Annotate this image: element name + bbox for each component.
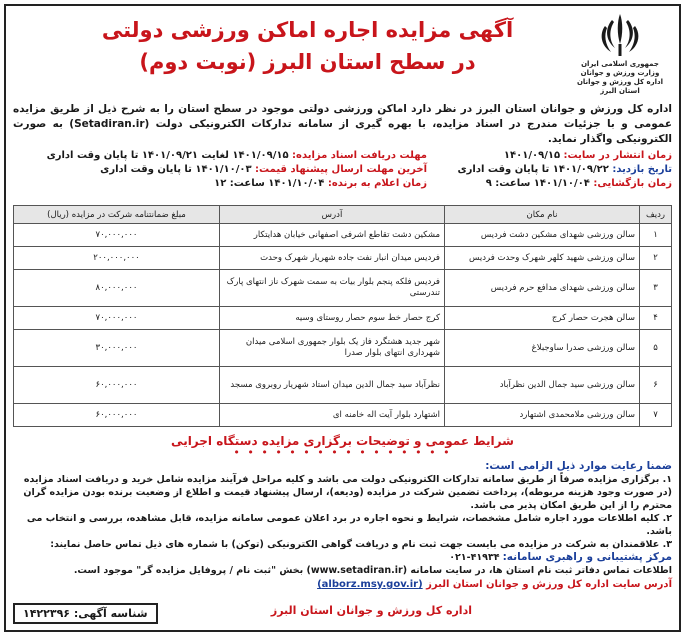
condition-item-1: ۱. برگزاری مزایده صرفاً از طریق سامانه تدارکات الکترونیکی دولت می باشد و کلیه مراحل فرآیند مزایده شامل خرید و دریافت اسناد مزایده (در صورت وجود هزینه مربوطه)، پرداخت تضمین شرکت در مزایده (ودیعه)، ارسال پیشنهاد قیمت و اطلاع از وضعیت برنده بودن مزایده گران محترم را از این طریق امکان پذیر می باشد. — [23, 474, 672, 511]
visit-value: ۱۴۰۱/۰۹/۲۲ تا پایان وقت اداری — [457, 164, 609, 175]
announce-date — [214, 177, 427, 190]
footer-org: اداره کل ورزش و جوانان استان البرز — [270, 604, 472, 617]
table-row — [14, 247, 672, 270]
cell-index: ۲ — [640, 247, 672, 270]
cell-amount: ۲۰۰,۰۰۰,۰۰۰ — [14, 247, 220, 270]
deadline-value: ۱۴۰۱/۱۰/۰۳ تا پایان وقت اداری — [100, 164, 252, 175]
opening-value: ۱۴۰۱/۱۰/۰۴ ساعت: ۹ — [485, 178, 590, 189]
cell-index: ۷ — [640, 404, 672, 427]
publish-value: ۱۴۰۱/۰۹/۱۵ — [503, 150, 561, 161]
cell-address: نظرآباد سید جمال الدین میدان استاد شهریار روبروی مسجد — [220, 367, 445, 404]
cell-name: سالن ورزشی شهدای مدافع حرم فردیس — [445, 270, 640, 307]
cell-name: سالن ورزشی شهید کلهر شهرک وحدت فردیس — [445, 247, 640, 270]
title-line-1: آگهی مزایده اجاره اماکن ورزشی دولتی — [101, 18, 514, 42]
cell-address: کرج حصار خط سوم حصار روستای وسیه — [220, 307, 445, 330]
cell-name: سالن ورزشی ملامحمدی اشتهارد — [445, 404, 640, 427]
iran-emblem-icon — [597, 10, 643, 60]
cell-index: ۶ — [640, 367, 672, 404]
cell-amount: ۷۰,۰۰۰,۰۰۰ — [14, 307, 220, 330]
org-line-3: اداره کل ورزش و جوانان استان البرز — [576, 78, 664, 95]
condition-item-2: ۲. کلیه اطلاعات مورد اجاره شامل مشخصات، شرایط و نحوه اجاره در برد اعلان عمومی سامانه مزایده، قابل مشاهده، بررسی و انتخاب می باشد. — [26, 513, 672, 537]
cell-address: شهر جدید هشتگرد فاز یک بلوار جمهوری اسلامی میدان شهرداری انتهای بلوار صدرا — [220, 330, 445, 367]
header-index: ردیف — [640, 206, 672, 224]
visit-date — [457, 163, 672, 176]
emblem-block — [572, 10, 668, 96]
site-line — [13, 578, 672, 591]
table-header-row — [14, 206, 672, 224]
announce-label: زمان اعلام به برنده: — [327, 178, 427, 189]
opening-date — [486, 177, 672, 190]
table-row — [14, 404, 672, 427]
org-line-1: جمهوری اسلامی ایران — [581, 60, 659, 68]
doc-value: ۱۴۰۱/۰۹/۱۵ لغایت ۱۴۰۱/۰۹/۲۱ تا پایان وقت اداری — [46, 150, 289, 161]
dates-block — [13, 149, 672, 201]
site-link[interactable]: (alborz.msy.gov.ir) — [317, 579, 423, 590]
notice-header — [13, 10, 672, 102]
cell-amount: ۶۰,۰۰۰,۰۰۰ — [14, 404, 220, 427]
cell-amount: ۳۰,۰۰۰,۰۰۰ — [14, 330, 220, 367]
code-value: ۱۴۲۲۳۹۶ — [23, 607, 70, 620]
deadline-date — [100, 163, 427, 176]
cell-name: سالن ورزشی شهدای مشکین دشت فردیس — [445, 224, 640, 247]
opening-label: زمان بازگشایی: — [593, 178, 672, 189]
table-row — [14, 224, 672, 247]
office-info: اطلاعات تماس دفاتر ثبت نام استان ها، در سایت سامانه (www.setadiran.ir) بخش "ثبت نام / پروفایل مزایده گر" موجود است. — [73, 565, 672, 576]
title-line-2: در سطح استان البرز (نوبت دوم) — [139, 50, 476, 74]
support-phone: ۴۱۹۳۴-۰۲۱ — [449, 552, 500, 563]
conditions-heading: ضمنا رعایت موارد ذیل الزامی است: — [485, 460, 672, 472]
cell-amount: ۸۰,۰۰۰,۰۰۰ — [14, 270, 220, 307]
condition-item-3: ۳. علاقمندان به شرکت در مزایده می بایست جهت ثبت نام و دریافت گواهی الکترونیکی (توکن) با شماره های ذیل تماس حاصل نمایند: — [50, 539, 672, 550]
doc-date — [47, 149, 427, 162]
conditions-block — [13, 460, 672, 591]
cell-address: فردیس فلکه پنجم بلوار بیات به سمت شهرک ناز انتهای پارک تندرستی — [220, 270, 445, 307]
notice-code-box — [13, 603, 158, 624]
cell-address: مشکین دشت تقاطع اشرفی اصفهانی خیابان هدایتکار — [220, 224, 445, 247]
cell-index: ۱ — [640, 224, 672, 247]
table-row — [14, 367, 672, 404]
cell-index: ۳ — [640, 270, 672, 307]
notice-page — [4, 4, 681, 632]
cell-name: سالن هجرت حصار کرج — [445, 307, 640, 330]
support-heading: مرکز پشتیبانی و راهبری سامانه: — [502, 551, 672, 563]
intro-paragraph: اداره کل ورزش و جوانان استان البرز در نظر دارد اماکن ورزشی دولتی موجود در سطح استان را به شرح ذیل از طریق مزایده عمومی و با جزئیات مندرج در اسناد مزایده، با بهره گیری از سامانه تدارکات الکترونیکی دولت (Setadiran.ir) به صورت الکترونیکی واگذار نماید. — [13, 103, 672, 145]
venues-table — [13, 205, 672, 427]
table-row — [14, 270, 672, 307]
cell-index: ۴ — [640, 307, 672, 330]
header-address: آدرس — [220, 206, 445, 224]
deadline-label: آخرین مهلت ارسال پیشنهاد قیمت: — [255, 164, 427, 175]
title-block — [53, 14, 562, 78]
notice-footer — [13, 602, 672, 624]
table-row — [14, 307, 672, 330]
announce-value: ۱۴۰۱/۱۰/۰۴ ساعت: ۱۲ — [214, 178, 325, 189]
cell-address: اشتهارد بلوار آیت اله خامنه ای — [220, 404, 445, 427]
table-row — [14, 330, 672, 367]
cell-address: فردیس میدان انبار نفت جاده شهریار شهرک وحدت — [220, 247, 445, 270]
org-line-2: وزارت ورزش و جوانان — [580, 69, 660, 77]
doc-label: مهلت دریافت اسناد مزایده: — [292, 150, 427, 161]
publish-label: زمان انتشار در سایت: — [563, 150, 672, 161]
header-amount: مبلغ ضمانتنامه شرکت در مزایده (ریال) — [14, 206, 220, 224]
cell-amount: ۷۰,۰۰۰,۰۰۰ — [14, 224, 220, 247]
cell-index: ۵ — [640, 330, 672, 367]
cell-name: سالن ورزشی صدرا ساوجبلاغ — [445, 330, 640, 367]
divider-dots: • • • • • • • • • • • • • • • • — [233, 446, 452, 459]
cell-name: سالن ورزشی سید جمال الدین نظرآباد — [445, 367, 640, 404]
code-label: شناسه آگهی: — [73, 607, 148, 620]
conditions-title: شرایط عمومی و توضیحات برگزاری مزایده دستگاه اجرایی — [171, 434, 514, 448]
header-name: نام مکان — [445, 206, 640, 224]
publish-date — [504, 149, 672, 162]
cell-amount: ۶۰,۰۰۰,۰۰۰ — [14, 367, 220, 404]
site-label: آدرس سایت اداره کل ورزش و جوانان استان البرز — [426, 579, 672, 590]
visit-label: تاریخ بازدید: — [612, 164, 672, 175]
